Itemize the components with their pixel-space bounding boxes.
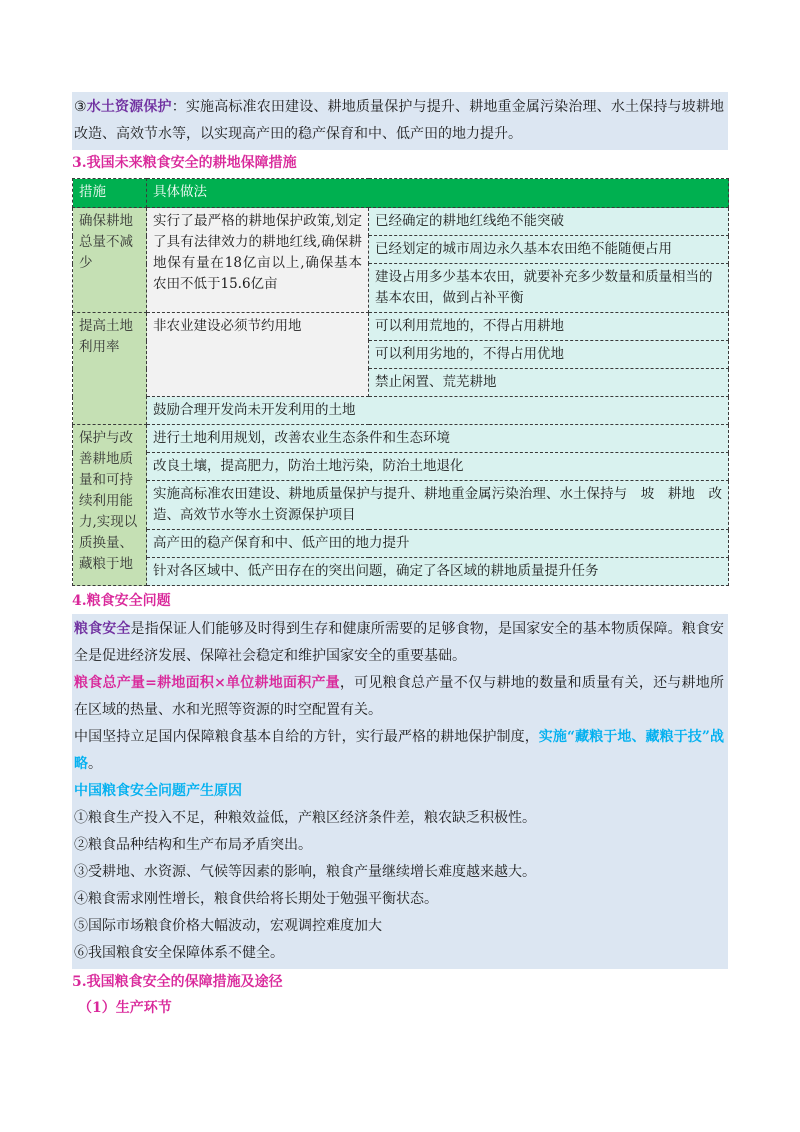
measures-table: [72, 178, 729, 586]
policy-paragraph: [74, 724, 724, 778]
intro-text: 实施高标准农田建设、耕地质量保护与提升、耕地重金属污染治理、水土保持与坡耕地改造、高效节水等，以实现高产田的稳产保育和中、低产田的地力提升。: [74, 99, 725, 142]
measure-cell-3: 保护与改善耕地质量和可持续利用能力,实现以质换量、藏粮于地: [73, 425, 147, 586]
section4-block: [72, 614, 728, 969]
detail-cell: 可以利用劣地的，不得占用优地: [369, 341, 729, 369]
list-item: ①粮食生产投入不足，种粮效益低，产粮区经济条件差，粮农缺乏积极性。: [74, 810, 536, 826]
cause-heading: 中国粮食安全问题产生原因: [74, 783, 242, 799]
yield-formula: 粮食总产量=耕地面积×单位耕地面积产量: [74, 675, 340, 691]
detail-cell: 建设占用多少基本农田，就要补充多少数量和质量相当的基本农田，做到占补平衡: [369, 264, 729, 313]
strategy-text: 实施“藏粮于地、藏粮于技”战略: [74, 729, 725, 772]
table-row: [73, 558, 729, 586]
detail-cell: 可以利用荒地的，不得占用耕地: [369, 313, 729, 341]
mid-cell-1: 实行了最严格的耕地保护政策,划定了具有法律效力的耕地红线,确保耕地保有量在18亿亩以上,确保基本农田不低于15.6亿亩: [147, 208, 369, 313]
measure-cell-2: 提高土地利用率: [73, 313, 147, 425]
intro-prefix: ③: [74, 99, 87, 115]
measure-cell-1: 确保耕地总量不减少: [73, 208, 147, 313]
table-row: [73, 208, 729, 236]
table-row: [73, 530, 729, 558]
list-item: ⑤国际市场粮食价格大幅波动，宏观调控难度加大: [74, 918, 382, 934]
list-item: ⑥我国粮食安全保障体系不健全。: [74, 945, 284, 961]
food-security-term: 粮食安全: [74, 621, 131, 637]
wide-cell: 鼓励合理开发尚未开发利用的土地: [147, 397, 729, 425]
section5-heading: 5.我国粮食安全的保障措施及途径: [72, 974, 283, 990]
formula-paragraph: [74, 670, 724, 724]
list-item: ④粮食需求刚性增长，粮食供给将长期处于勉强平衡状态。: [74, 891, 438, 907]
wide-cell: 高产田的稳产保育和中、低产田的地力提升: [147, 530, 729, 558]
table-row: [73, 313, 729, 341]
detail-cell: 已经划定的城市周边永久基本农田绝不能随便占用: [369, 236, 729, 264]
table-row: [73, 481, 729, 530]
intro-sep: ：: [171, 99, 186, 115]
formula-text: ，可见粮食总产量不仅与耕地的数量和质量有关，还与耕地所在区域的热量、水和光照等资源的时空配置有关。: [74, 675, 725, 718]
section3-heading: 3.我国未来粮食安全的耕地保障措施: [72, 155, 297, 171]
wide-cell: 实施高标准农田建设、耕地质量保护与提升、耕地重金属污染治理、水土保持与 坡 耕地 改造、高效节水等水土资源保护项目: [147, 481, 729, 530]
policy-text: 中国坚持立足国内保障粮食基本自给的方针，实行最严格的耕地保护制度，: [74, 729, 539, 745]
wide-cell: 进行土地利用规划，改善农业生态条件和生态环境: [147, 425, 729, 453]
header-detail: 具体做法: [147, 179, 729, 208]
document-page: [72, 92, 728, 1021]
table-row: [73, 397, 729, 425]
section4-heading: 4.粮食安全问题: [72, 593, 171, 609]
food-security-text: 是指保证人们能够及时得到生存和健康所需要的足够食物，是国家安全的基本物质保障。粮食安全是促进经济发展、保障社会稳定和维护国家安全的重要基础。: [74, 621, 725, 664]
list-item: ③受耕地、水资源、气候等因素的影响，粮食产量继续增长难度越来越大。: [74, 864, 536, 880]
detail-cell: 禁止闲置、荒芜耕地: [369, 369, 729, 397]
detail-cell: 已经确定的耕地红线绝不能突破: [369, 208, 729, 236]
wide-cell: 针对各区域中、低产田存在的突出问题，确定了各区域的耕地质量提升任务: [147, 558, 729, 586]
header-measure: 措施: [73, 179, 147, 208]
intro-term: 水土资源保护: [86, 99, 172, 115]
intro-paragraph: [74, 94, 724, 148]
table-header-row: [73, 179, 729, 208]
table-row: [73, 425, 729, 453]
list-item: ②粮食品种结构和生产布局矛盾突出。: [74, 837, 312, 853]
section5-subheading: （1）生产环节: [78, 1000, 172, 1016]
table-row: [73, 453, 729, 481]
mid-cell-2: 非农业建设必须节约用地: [147, 313, 369, 397]
intro-block: [72, 92, 728, 150]
food-security-paragraph: [74, 616, 724, 670]
wide-cell: 改良土壤，提高肥力，防治土地污染，防治土地退化: [147, 453, 729, 481]
policy-end: 。: [88, 756, 102, 772]
